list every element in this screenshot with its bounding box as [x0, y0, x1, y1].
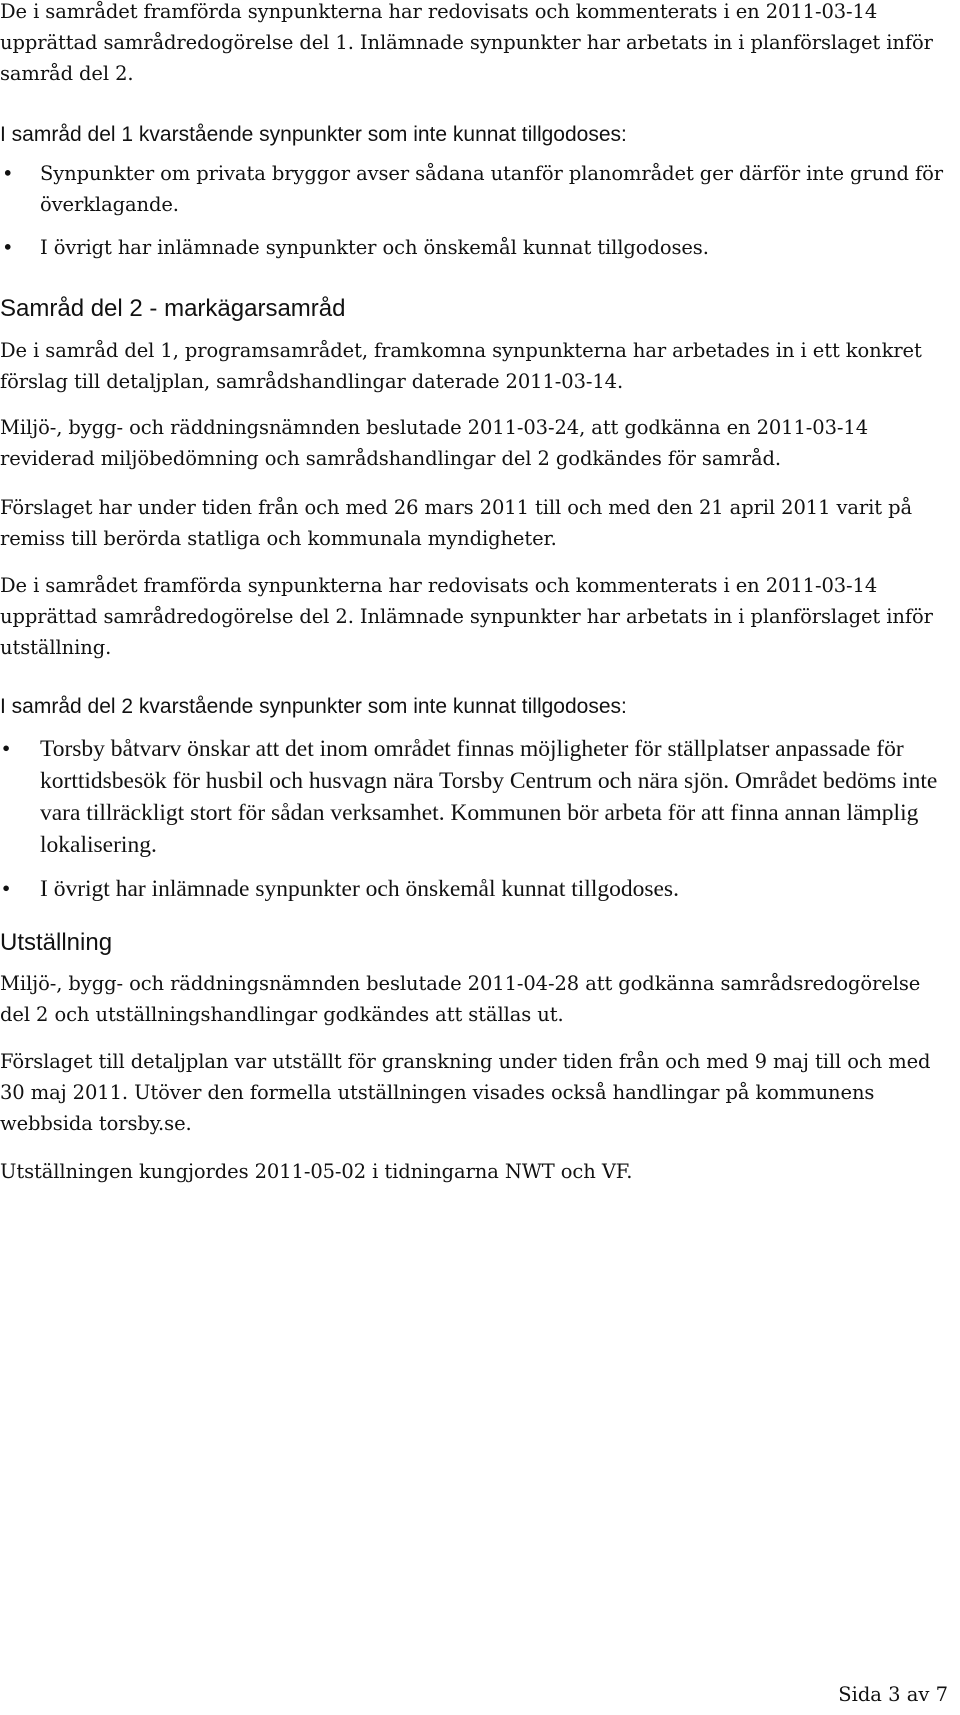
paragraph-remiss-period: Förslaget har under tiden från och med 26 mars 2011 till och med den 21 april 2011 varit på remiss till berörda statliga och kommunala myndigheter.	[0, 496, 913, 550]
paragraph-decision-2011-04-28: Miljö-, bygg- och räddningsnämnden beslutade 2011-04-28 att godkänna samrådsredogörelse del 2 och utställningshandlingar godkändes att ställas ut.	[0, 972, 921, 1026]
paragraph-granskning-period: Förslaget till detaljplan var utställt för granskning under tiden från och med 9 maj till och med 30 maj 2011. Utöver den formella utställningen visades också handlingar på kommunens webbsida torsby.se.	[0, 1050, 931, 1135]
subheading-remaining-del2: I samråd del 2 kvarstående synpunkter som inte kunnat tillgodoses:	[0, 695, 627, 718]
bullet-list-del1	[0, 158, 955, 263]
bullet-icon: •	[2, 162, 14, 185]
paragraph-samrad1-summary: De i samrådet framförda synpunkterna har redovisats och kommenterats i en 2011-03-14 upprättad samrådredogörelse del 1. Inlämnade synpunkter har arbetats in i planförslaget inför samråd del 2.	[0, 0, 933, 85]
heading-samrad-del2: Samråd del 2 - markägarsamråd	[0, 295, 346, 322]
bullet-icon: •	[2, 736, 11, 762]
list-item	[0, 232, 955, 263]
list-item-text: Synpunkter om privata bryggor avser sådana utanför planområdet ger därför inte grund för överklagande.	[40, 162, 943, 216]
list-item-text: Torsby båtvarv önskar att det inom området finnas möjligheter för ställplatser anpassade för korttidsbesök för husbil och husvagn nära Torsby Centrum och nära sjön. Området bedöms inte vara tillräckligt stort för sådan verksamhet. Kommunen bör arbeta för att finna annan lämplig lokalisering.	[40, 736, 938, 858]
bullet-icon: •	[2, 876, 11, 902]
list-item	[0, 733, 955, 861]
heading-utstallning: Utställning	[0, 929, 113, 956]
list-item-text: I övrigt har inlämnade synpunkter och önskemål kunnat tillgodoses.	[40, 236, 709, 259]
subheading-remaining-del1: I samråd del 1 kvarstående synpunkter som inte kunnat tillgodoses:	[0, 123, 627, 146]
paragraph-samrad2-intro: De i samråd del 1, programsamrådet, framkomna synpunkterna har arbetades in i ett konkret förslag till detaljplan, samrådshandlingar daterade 2011-03-14.	[0, 339, 922, 393]
paragraph-kungjord: Utställningen kungjordes 2011-05-02 i tidningarna NWT och VF.	[0, 1160, 633, 1183]
paragraph-samrad2-summary: De i samrådet framförda synpunkterna har redovisats och kommenterats i en 2011-03-14 upprättad samrådredogörelse del 2. Inlämnade synpunkter har arbetats in i planförslaget inför utställning.	[0, 574, 933, 659]
bullet-icon: •	[2, 236, 14, 259]
list-item-text: I övrigt har inlämnade synpunkter och önskemål kunnat tillgodoses.	[40, 876, 679, 902]
paragraph-decision-2011-03-24: Miljö-, bygg- och räddningsnämnden beslutade 2011-03-24, att godkänna en 2011-03-14 reviderad miljöbedömning och samrådshandlingar del 2 godkändes för samråd.	[0, 416, 869, 470]
list-item	[0, 873, 955, 905]
page-number: Sida 3 av 7	[838, 1683, 948, 1706]
bullet-list-del2	[0, 733, 955, 905]
list-item	[0, 158, 955, 220]
